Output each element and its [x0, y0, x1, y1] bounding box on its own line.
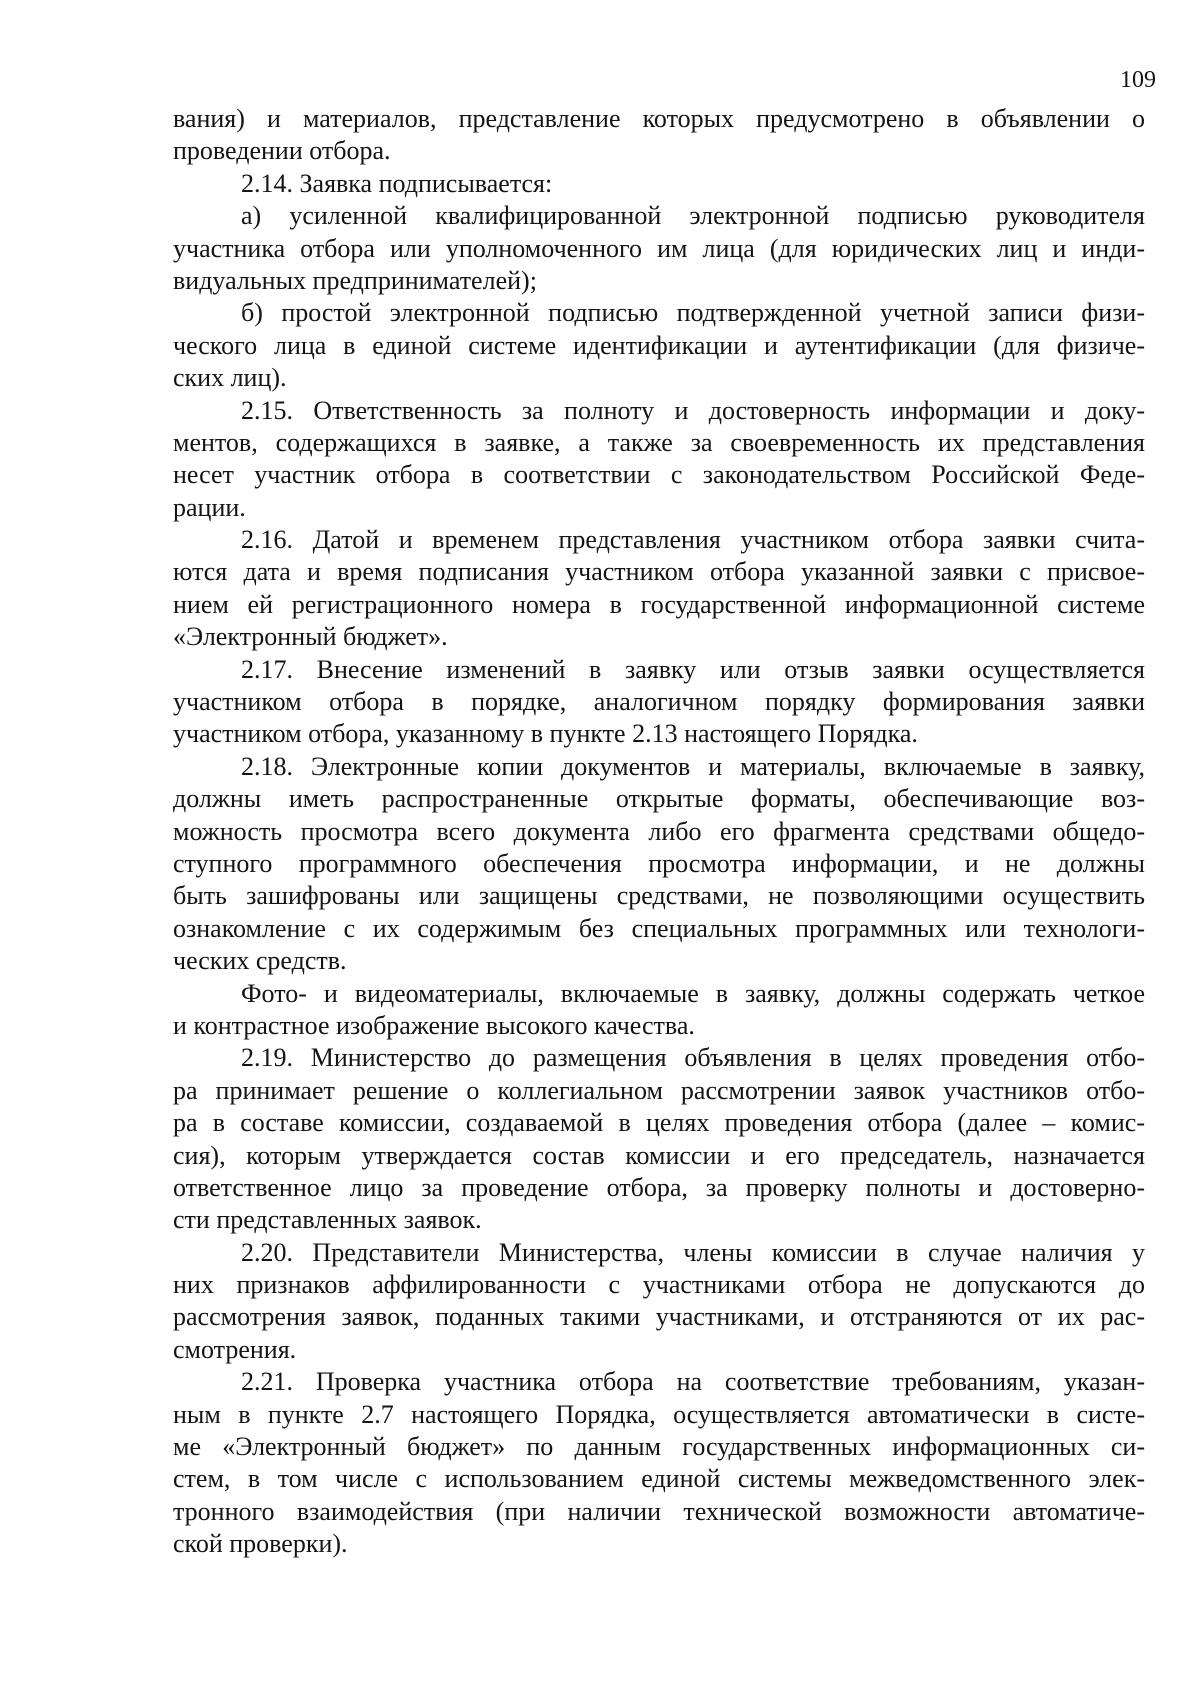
text-line: ра в составе комиссии, создаваемой в целях проведения отбора (далее – комис- — [173, 1108, 1145, 1138]
text-line: 2.14. Заявка подписывается: — [241, 168, 553, 198]
text-line: проведении отбора. — [173, 136, 391, 166]
text-line: ознакомление с их содержимым без специальных программных или технологи- — [173, 913, 1145, 943]
text-line: участником отбора, указанному в пункте 2.13 настоящего Порядка. — [173, 719, 918, 749]
text-line: видуальных предпринимателей); — [173, 265, 537, 295]
text-line: 2.21. Проверка участника отбора на соответствие требованиям, указан- — [241, 1367, 1145, 1397]
text-line: них признаков аффилированности с участниками отбора не допускаются до — [173, 1270, 1145, 1300]
text-line: сти представленных заявок. — [173, 1205, 482, 1235]
text-line: ным в пункте 2.7 настоящего Порядка, осуществляется автоматически в систе- — [173, 1399, 1145, 1429]
text-line: ответственное лицо за проведение отбора, за проверку полноты и достоверно- — [173, 1172, 1145, 1202]
text-line: тронного взаимодействия (при наличии технической возможности автоматиче- — [173, 1496, 1145, 1526]
text-line: ской проверки). — [173, 1529, 348, 1559]
text-line: ментов, содержащихся в заявке, а также за своевременность их представления — [173, 427, 1145, 457]
text-line: рассмотрения заявок, поданных такими участниками, и отстраняются от их рас- — [173, 1302, 1145, 1332]
text-line: 2.17. Внесение изменений в заявку или отзыв заявки осуществляется — [241, 654, 1145, 684]
text-line: 2.16. Датой и временем представления участником отбора заявки счита- — [241, 525, 1145, 555]
text-line: можность просмотра всего документа либо его фрагмента средствами общедо- — [173, 816, 1145, 846]
text-line: нием ей регистрационного номера в государственной информационной системе — [173, 589, 1145, 619]
text-line: ских лиц). — [173, 363, 287, 393]
text-line: «Электронный бюджет». — [173, 622, 448, 652]
text-line: ются дата и время подписания участником отбора указанной заявки с присвое- — [173, 557, 1145, 587]
text-line: стем, в том числе с использованием единой системы межведомственного элек- — [173, 1464, 1145, 1494]
text-line: 2.15. Ответственность за полноту и достоверность информации и доку- — [241, 395, 1145, 425]
text-line: сия), которым утверждается состав комиссии и его председатель, назначается — [173, 1140, 1145, 1170]
text-line: смотрения. — [173, 1334, 297, 1364]
text-line: участника отбора или уполномоченного им лица (для юридических лиц и инди- — [173, 233, 1145, 263]
text-line: вания) и материалов, представление которых предусмотрено в объявлении о — [173, 104, 1145, 133]
text-line: рации. — [173, 492, 246, 522]
page-number: 109 — [1120, 67, 1156, 93]
text-line: ра принимает решение о коллегиальном рассмотрении заявок участников отбо- — [173, 1075, 1145, 1105]
text-line: ступного программного обеспечения просмотра информации, и не должны — [173, 848, 1145, 878]
text-line: б) простой электронной подписью подтвержденной учетной записи физи- — [241, 298, 1145, 328]
text-line: 2.20. Представители Министерства, члены комиссии в случае наличия у — [241, 1237, 1145, 1267]
text-line: должны иметь распространенные открытые форматы, обеспечивающие воз- — [173, 784, 1145, 814]
text-line: ме «Электронный бюджет» по данным государственных информационных си- — [173, 1432, 1145, 1462]
text-line: а) усиленной квалифицированной электронной подписью руководителя — [241, 201, 1145, 231]
text-line: 2.18. Электронные копии документов и материалы, включаемые в заявку, — [241, 751, 1145, 781]
text-line: несет участник отбора в соответствии с законодательством Российской Феде- — [173, 460, 1145, 490]
document-body — [173, 103, 1145, 1561]
text-line: 2.19. Министерство до размещения объявления в целях проведения отбо- — [241, 1043, 1145, 1073]
text-line: быть зашифрованы или защищены средствами, не позволяющими осуществить — [173, 881, 1145, 911]
text-line: ческого лица в единой системе идентификации и аутентификации (для физиче- — [173, 330, 1145, 360]
text-line: ческих средств. — [173, 946, 347, 976]
text-line: участником отбора в порядке, аналогичном порядку формирования заявки — [173, 687, 1145, 717]
text-line: и контрастное изображение высокого качества. — [173, 1010, 695, 1040]
text-line: Фото- и видеоматериалы, включаемые в заявку, должны содержать четкое — [241, 978, 1145, 1008]
